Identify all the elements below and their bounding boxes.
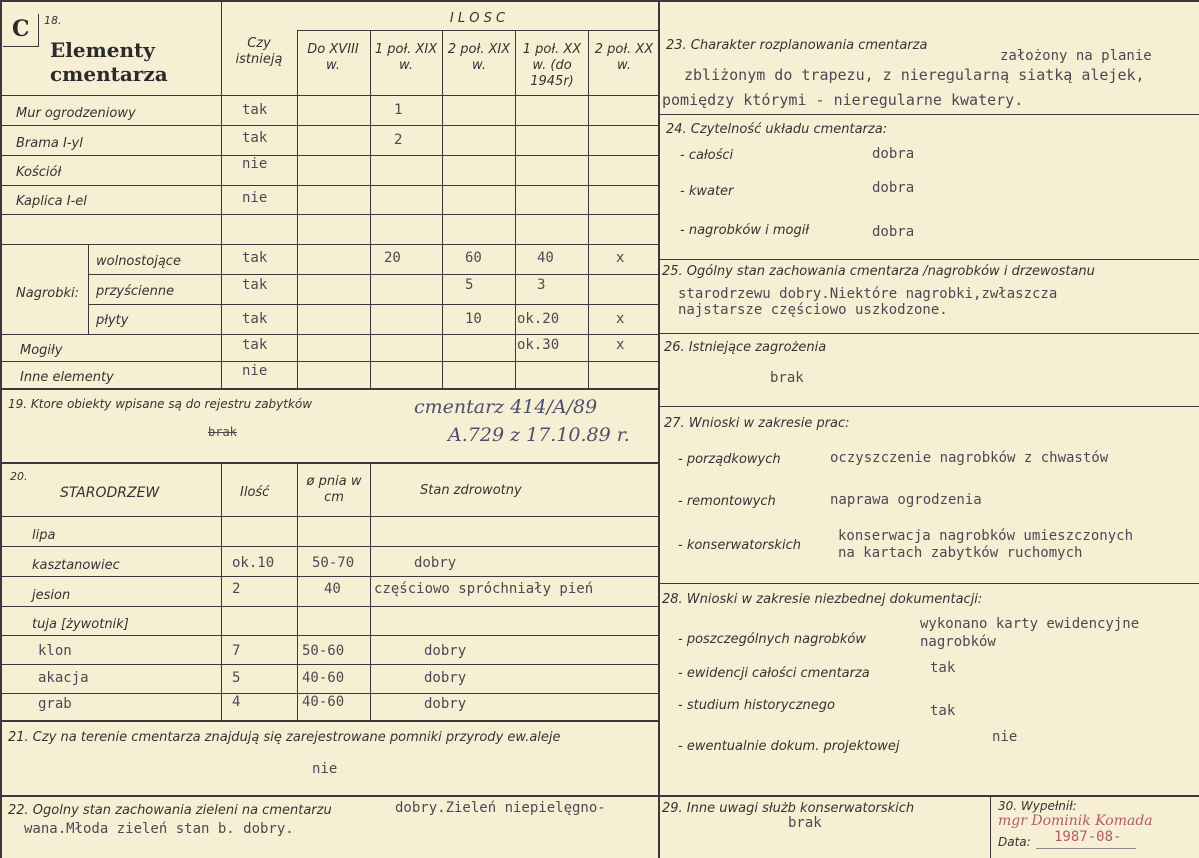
q22-label: 22. Ogolny stan zachowania zieleni na cmentarzu <box>8 803 332 818</box>
q28-item-label: - ewentualnie dokum. projektowej <box>678 739 900 754</box>
q28-item-label: - ewidencji całości cmentarza <box>678 666 870 681</box>
tree-ilosc: ok.10 <box>232 555 275 571</box>
tree-name: kasztanowiec <box>32 558 120 573</box>
row-exists: nie <box>242 156 268 172</box>
q29-label: 29. Inne uwagi służb konserwatorskich <box>662 801 915 816</box>
header-col-4: 1 poł. XX w. (do 1945r) <box>522 42 582 89</box>
q20-stan-header: Stan zdrowotny <box>420 483 522 498</box>
row-label: Brama I-yl <box>16 136 83 151</box>
q27-item-label: - konserwatorskich <box>678 538 801 553</box>
center-divider <box>658 0 660 858</box>
row-label: wolnostojące <box>96 254 181 269</box>
q28-item-label: - poszczególnych nagrobków <box>678 632 866 647</box>
q22-answer-1: dobry.Zieleń niepielęgno- <box>395 800 606 816</box>
tree-name: lipa <box>32 528 56 543</box>
tree-pnia: 50-60 <box>302 643 345 659</box>
row-exists: tak <box>242 130 268 146</box>
q19-handwritten-2: A.729 z 17.10.89 r. <box>448 424 630 446</box>
q29-answer: brak <box>788 815 822 831</box>
q24-item-answer: dobra <box>872 146 915 162</box>
q26-label: 26. Istniejące zagrożenia <box>664 340 827 355</box>
row-value: 20 <box>384 250 401 266</box>
row-exists: nie <box>242 190 268 206</box>
tree-stan: dobry <box>424 670 467 686</box>
tree-pnia: 40-60 <box>302 694 345 710</box>
q19-label: 19. Ktore obiekty wpisane są do rejestru zabytków <box>8 397 313 411</box>
row-exists: nie <box>242 363 268 379</box>
row-label: przyścienne <box>96 284 175 299</box>
q25-answer-1: starodrzewu dobry.Niektóre nagrobki,zwłaszcza <box>678 286 1058 302</box>
header-col-1: Do XVIII w. <box>307 42 359 73</box>
q20-ilosc-header: Ilość <box>240 485 270 500</box>
q20-title: STARODRZEW <box>60 485 160 501</box>
q27-label: 27. Wnioski w zakresie prac: <box>664 416 850 431</box>
q20-pnia-header: ø pnia w cm <box>306 474 362 505</box>
q24-item-label: - kwater <box>680 184 734 199</box>
row-label: płyty <box>96 313 129 328</box>
q28-label: 28. Wnioski w zakresie niezbednej dokumentacji: <box>662 592 983 607</box>
row-value: 3 <box>537 277 546 293</box>
q28-item-label: - studium historycznego <box>678 698 835 713</box>
row-value: ok.30 <box>517 337 560 353</box>
row-value: x <box>616 337 625 353</box>
q27-item-label: - remontowych <box>678 494 776 509</box>
q22-answer-2: wana.Młoda zieleń stan b. dobry. <box>24 821 294 837</box>
row-label: Inne elementy <box>20 370 114 385</box>
section-number: 18. <box>44 14 62 27</box>
row-exists: tak <box>242 102 268 118</box>
q23-answer-1: założony na planie <box>1000 48 1152 64</box>
row-label: Mogiły <box>20 343 63 358</box>
header-czy: Czy istnieją <box>235 36 283 67</box>
row-value: x <box>616 250 625 266</box>
q19-struck-answer: brak <box>208 425 237 439</box>
section-title-1: Elementy <box>50 38 155 62</box>
q30-date-stamp: 1987-08- <box>1054 829 1122 845</box>
tree-ilosc: 2 <box>232 581 241 597</box>
q30-date-label: Data: <box>998 835 1031 849</box>
q30-name-stamp: mgr Dominik Komada <box>998 813 1153 829</box>
header-col-2: 1 poł. XIX w. <box>374 42 438 73</box>
q27-item-answer: naprawa ogrodzenia <box>830 492 982 508</box>
tree-stan: dobry <box>414 555 457 571</box>
q23-answer-3: pomiędzy którymi - nieregularne kwatery. <box>662 91 1024 109</box>
tree-name: grab <box>38 696 72 712</box>
tree-stan: dobry <box>424 643 467 659</box>
q27-item-answer: oczyszczenie nagrobków z chwastów <box>830 450 1109 466</box>
q23-answer-2: zbliżonym do trapezu, z nieregularną siatką alejek, <box>684 66 1145 84</box>
q25-answer-2: najstarsze częściowo uszkodzone. <box>678 302 948 318</box>
q27-item-label: - porządkowych <box>678 452 781 467</box>
tree-name: akacja <box>38 670 89 686</box>
row-label: Kościół <box>16 165 62 180</box>
q28-item-answer-2: nagrobków <box>920 634 996 650</box>
q24-item-label: - całości <box>680 148 734 163</box>
header-col-3: 2 poł. XIX w. <box>447 42 511 73</box>
tree-pnia: 40-60 <box>302 670 345 686</box>
q28-item-answer: tak <box>930 703 956 719</box>
nagrobki-label: Nagrobki: <box>16 286 80 301</box>
tree-stan: dobry <box>424 696 467 712</box>
border-left <box>0 0 2 858</box>
tree-pnia: 50-70 <box>312 555 355 571</box>
q28-item-answer-1: wykonano karty ewidencyjne <box>920 616 1140 632</box>
tree-name: tuja [żywotnik] <box>32 617 129 632</box>
row-value: 2 <box>394 132 403 148</box>
q27-item-answer-1: konserwacja nagrobków umieszczonych <box>838 528 1134 544</box>
section-title-2: cmentarza <box>50 62 168 86</box>
row-value: 10 <box>465 311 482 327</box>
row-value: ok.20 <box>517 311 560 327</box>
q30-label: 30. Wypełnił: <box>998 799 1077 813</box>
tree-ilosc: 5 <box>232 670 241 686</box>
q26-answer: brak <box>770 370 804 386</box>
header-ilosc: I L O S C <box>449 11 506 26</box>
q24-label: 24. Czytelność układu cmentarza: <box>666 122 888 137</box>
tree-pnia: 40 <box>324 581 341 597</box>
q25-label: 25. Ogólny stan zachowania cmentarza /nagrobków i drzewostanu <box>662 264 1095 279</box>
row-exists: tak <box>242 337 268 353</box>
q19-handwritten-1: cmentarz 414/A/89 <box>414 396 598 418</box>
tree-ilosc: 4 <box>232 694 241 710</box>
row-exists: tak <box>242 250 268 266</box>
q28-item-answer: nie <box>992 729 1018 745</box>
tree-name: klon <box>38 643 72 659</box>
header-col-5: 2 poł. XX w. <box>594 42 654 73</box>
row-label: Kaplica I-el <box>16 194 87 209</box>
row-value: x <box>616 311 625 327</box>
row-exists: tak <box>242 277 268 293</box>
row-value: 5 <box>465 277 474 293</box>
row-value: 1 <box>394 102 403 118</box>
q24-item-answer: dobra <box>872 180 915 196</box>
row-exists: tak <box>242 311 268 327</box>
section-letter: C <box>12 16 30 42</box>
tree-stan: częściowo spróchniały pień <box>374 581 594 597</box>
q23-label: 23. Charakter rozplanowania cmentarza <box>666 38 928 53</box>
row-value: 40 <box>537 250 554 266</box>
q27-item-answer-2: na kartach zabytków ruchomych <box>838 545 1083 561</box>
q20-number: 20. <box>10 470 28 483</box>
q24-item-label: - nagrobków i mogił <box>680 223 810 238</box>
q21-label: 21. Czy na terenie cmentarza znajdują się zarejestrowane pomniki przyrody ew.aleje <box>8 730 561 745</box>
q21-answer: nie <box>312 761 338 777</box>
row-label: Mur ogrodzeniowy <box>16 106 136 121</box>
tree-ilosc: 7 <box>232 643 241 659</box>
q24-item-answer: dobra <box>872 224 915 240</box>
q28-item-answer: tak <box>930 660 956 676</box>
tree-name: jesion <box>32 588 71 603</box>
row-value: 60 <box>465 250 482 266</box>
border-top <box>0 0 1199 2</box>
